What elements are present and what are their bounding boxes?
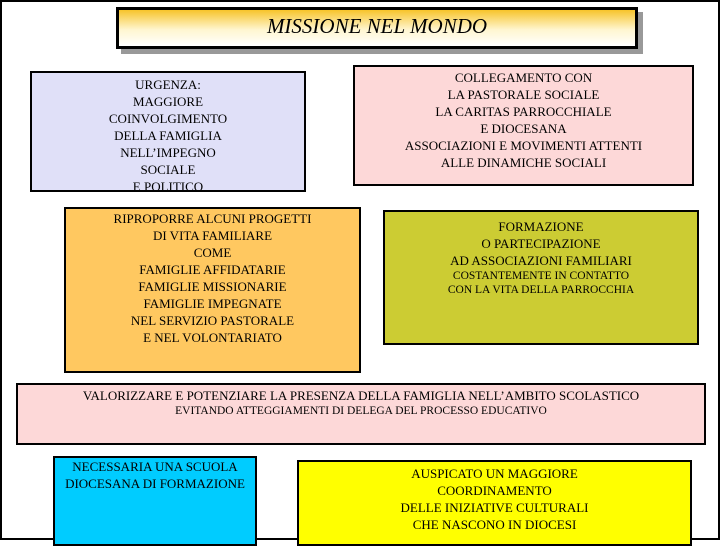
title-text: MISSIONE NEL MONDO [266, 14, 488, 38]
riproporre-line: E NEL VOLONTARIATO [143, 330, 282, 345]
urgenza-line: MAGGIORE [132, 94, 204, 109]
collegamento-line: LA PASTORALE SOCIALE [447, 87, 600, 102]
riproporre-line: FAMIGLIE AFFIDATARIE [139, 262, 286, 277]
valorizzare-line: VALORIZZARE E POTENZIARE LA PRESENZA DELLA FAMIGLIA NELL’AMBITO SCOLASTICO [82, 388, 640, 403]
box-scuola [53, 456, 257, 546]
riproporre-line: DI VITA FAMILIARE [152, 228, 273, 243]
urgenza-line: SOCIALE [140, 162, 196, 177]
riproporre-line: FAMIGLIE IMPEGNATE [143, 296, 282, 311]
box-coordinamento [297, 460, 692, 546]
scuola-line: NECESSARIA UNA SCUOLA [72, 459, 238, 474]
box-urgenza [30, 71, 306, 192]
coordinamento-line: DELLE INIZIATIVE CULTURALI [400, 500, 589, 515]
box-riproporre [64, 207, 361, 373]
formazione-line: O PARTECIPAZIONE [481, 236, 601, 251]
collegamento-line: ALLE DINAMICHE SOCIALI [440, 155, 607, 170]
valorizzare-subline: EVITANDO ATTEGGIAMENTI DI DELEGA DEL PROCESSO EDUCATIVO [175, 405, 547, 417]
formazione-small-line: CON LA VITA DELLA PARROCCHIA [447, 284, 635, 296]
riproporre-line: NEL SERVIZIO PASTORALE [130, 313, 295, 328]
collegamento-line: LA CARITAS PARROCCHIALE [435, 104, 612, 119]
urgenza-line: URGENZA: [135, 77, 201, 92]
coordinamento-line: AUSPICATO UN MAGGIORE [411, 466, 578, 481]
formazione-line: AD ASSOCIAZIONI FAMILIARI [450, 253, 632, 268]
coordinamento-line: CHE NASCONO IN DIOCESI [412, 517, 577, 532]
urgenza-line: NELL’IMPEGNO [120, 145, 216, 160]
urgenza-line: COINVOLGIMENTO [108, 111, 228, 126]
riproporre-line: RIPROPORRE ALCUNI PROGETTI [113, 211, 312, 226]
collegamento-line: ASSOCIAZIONI E MOVIMENTI ATTENTI [404, 138, 643, 153]
box-collegamento [353, 65, 694, 186]
collegamento-line: E DIOCESANA [480, 121, 567, 136]
formazione-line: FORMAZIONE [498, 219, 584, 234]
collegamento-line: COLLEGAMENTO CON [454, 70, 593, 85]
scuola-line: DIOCESANA DI FORMAZIONE [65, 476, 245, 491]
box-valorizzare [16, 383, 706, 445]
riproporre-line: COME [193, 245, 232, 260]
box-formazione [383, 210, 699, 345]
urgenza-line: DELLA FAMIGLIA [114, 128, 222, 143]
urgenza-line: E POLITICO [132, 179, 204, 194]
slide-title [116, 7, 638, 49]
coordinamento-line: COORDINAMENTO [437, 483, 552, 498]
riproporre-line: FAMIGLIE MISSIONARIE [138, 279, 287, 294]
formazione-small-line: COSTANTEMENTE IN CONTATTO [452, 270, 630, 282]
